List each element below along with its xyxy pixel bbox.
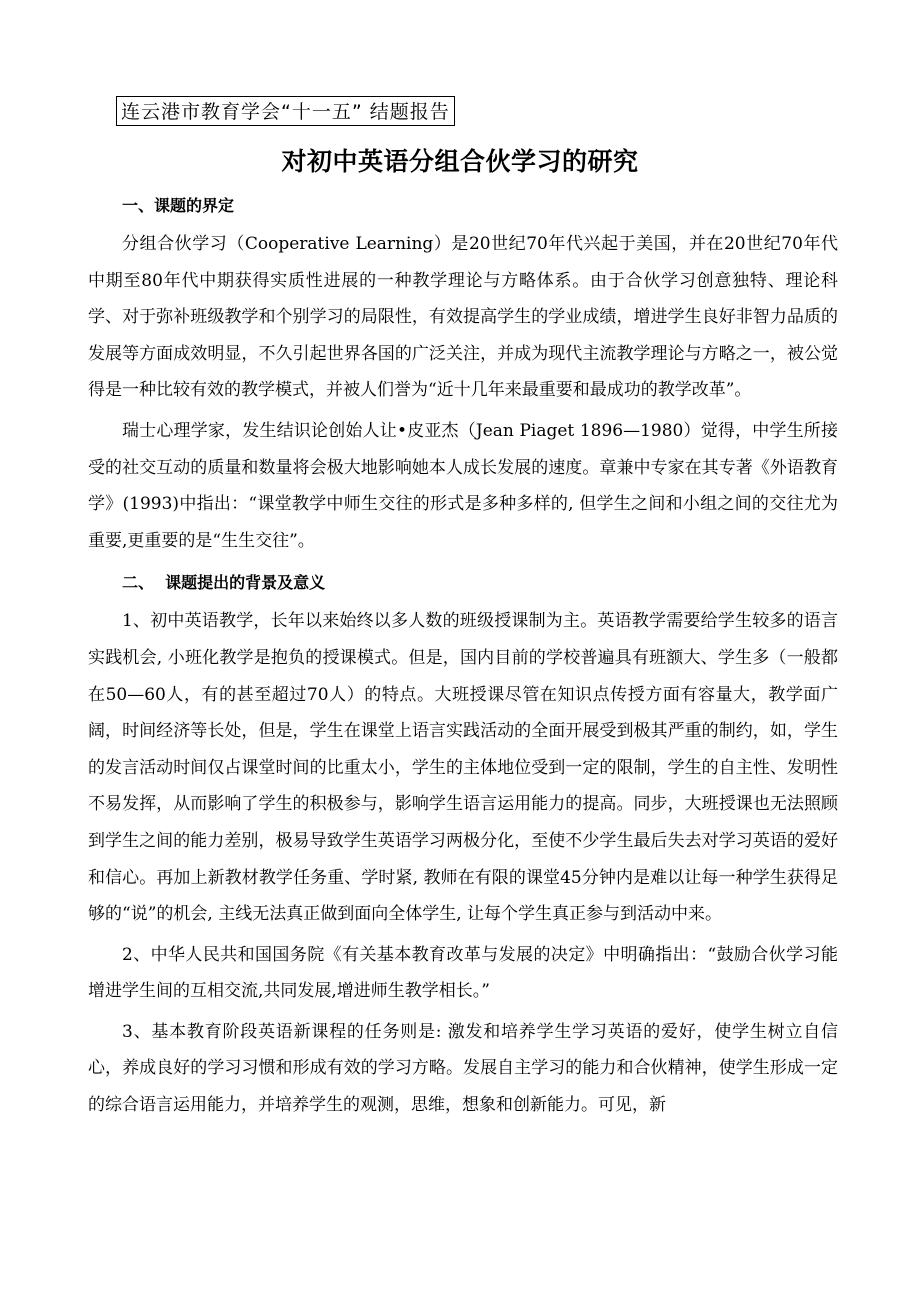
report-header-box: 连云港市教育学会“十一五” 结题报告 bbox=[116, 96, 455, 126]
section-heading-background: 二、 课题提出的背景及意义 bbox=[122, 573, 326, 593]
paragraph-background-3: 3、基本教育阶段英语新课程的任务则是: 激发和培养学生学习英语的爱好，使学生树立自信心，养成良好的学习习惯和形成有效的学习方略。发展自主学习的能力和合伙精神，使学生形成一定的综合语言运用能力，并培养学生的观测，思维，想象和创新能力。可见，新 bbox=[88, 1021, 838, 1116]
document-body bbox=[88, 186, 838, 1128]
paragraph-cooperative-learning: 分组合伙学习（Cooperative Learning）是20世纪70年代兴起于美国，并在20世纪70年代中期至80年代中期获得实质性进展的一种教学理论与方略体系。由于合伙学习创意独特、理论科学、对于弥补班级教学和个别学习的局限性，有效提高学生的学业成绩，增进学生良好非智力品质的发展等方面成效明显，不久引起世界各国的广泛关注，并成为现代主流教学理论与方略之一，被公觉得是一种比较有效的教学模式，并被人们誉为“近十几年来最重要和最成功的教学改革”。 bbox=[88, 234, 838, 401]
paragraph-background-1: 1、初中英语教学，长年以来始终以多人数的班级授课制为主。英语教学需要给学生较多的语言实践机会, 小班化教学是抱负的授课模式。但是，国内目前的学校普遍具有班额大、学生多（一般都在50—60人，有的甚至超过70人）的特点。大班授课尽管在知识点传授方面有容量大，教学面广阔，时间经济等长处，但是，学生在课堂上语言实践活动的全面开展受到极其严重的制约，如，学生的发言活动时间仅占课堂时间的比重太小，学生的主体地位受到一定的限制，学生的自主性、发明性不易发挥，从而影响了学生的积极参与，影响学生语言运用能力的提高。同步，大班授课也无法照顾到学生之间的能力差别，极易导致学生英语学习两极分化，至使不少学生最后失去对学习英语的爱好和信心。再加上新教材教学任务重、学时紧, 教师在有限的课堂45分钟内是难以让每一种学生获得足够的“说”的机会, 主线无法真正做到面向全体学生, 让每个学生真正参与到活动中来。 bbox=[88, 611, 838, 925]
section-heading-definition: 一、课题的界定 bbox=[122, 196, 235, 215]
document-title: 对初中英语分组合伙学习的研究 bbox=[281, 147, 639, 176]
paragraph-piaget: 瑞士心理学家，发生结识论创始人让•皮亚杰（Jean Piaget 1896—1980）觉得，中学生所接受的社交互动的质量和数量将会极大地影响她本人成长发展的速度。章兼中专家在其专著《外语教育学》(1993)中指出：“课堂教学中师生交往的形式是多种多样的, 但学生之间和小组之间的交往尤为重要,更重要的是“生生交往”。 bbox=[88, 420, 838, 551]
paragraph-background-2: 2、中华人民共和国国务院《有关基本教育改革与发展的决定》中明确指出：“鼓励合伙学习能增进学生间的互相交流,共同发展,增进师生教学相长。” bbox=[88, 944, 838, 1002]
